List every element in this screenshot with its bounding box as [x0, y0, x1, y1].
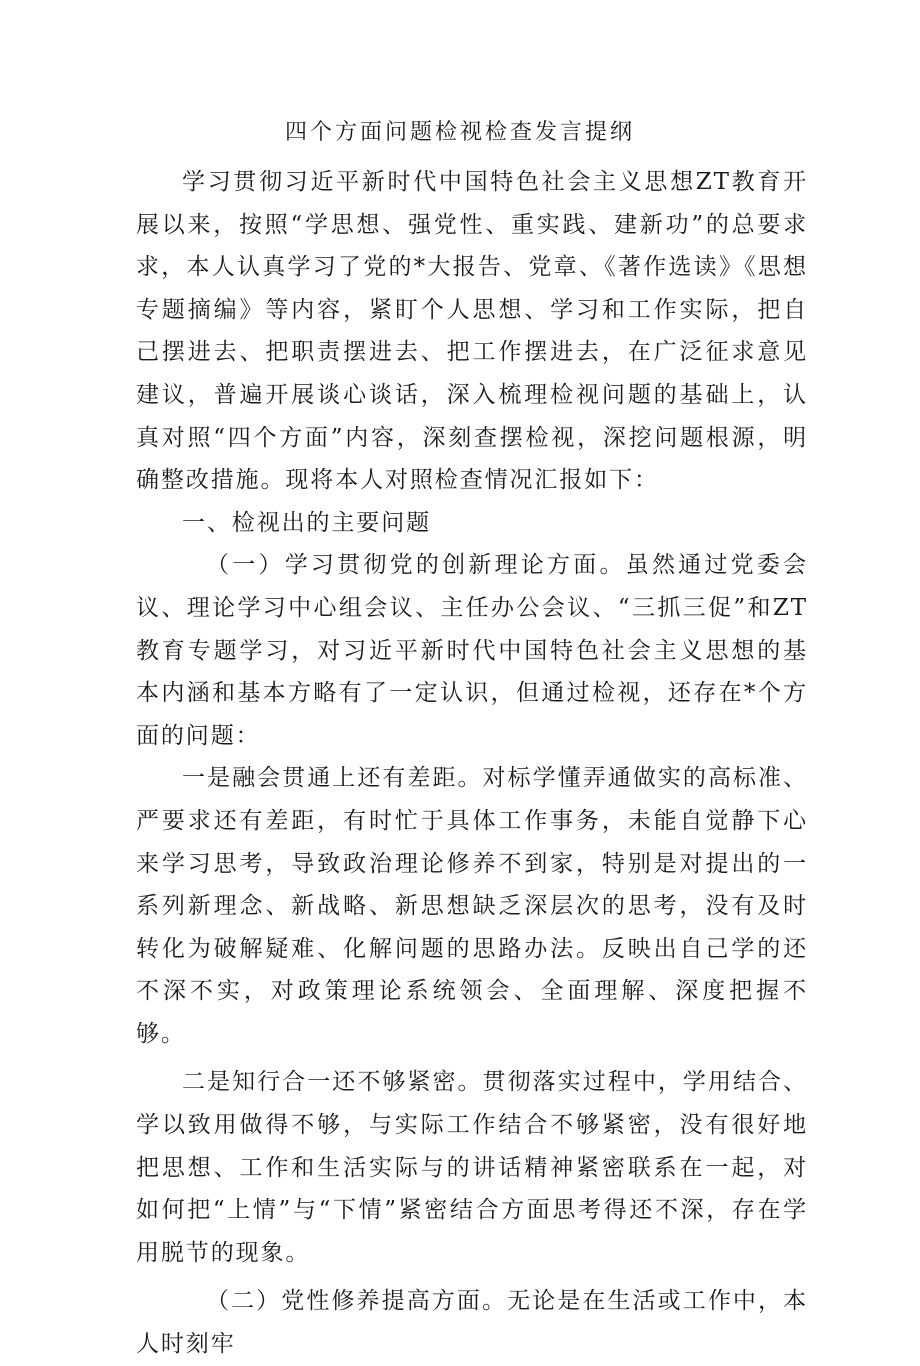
document-title: 四个方面问题检视检查发言提纲: [284, 120, 635, 145]
paragraph-issue-one: 一是融会贯通上还有差距。对标学懂弄通做实的高标准、严要求还有差距，有时忙于具体工作事务，未能自觉静下心来学习思考，导致政治理论修养不到家，特别是对提出的一系列新理念、新战略、新思想缺乏深层次的思考，没有及时转化为破解疑难、化解问题的思路办法。反映出自己学的还不深不实，对政策理论系统领会、全面理解、深度把握不够。: [136, 765, 808, 1047]
paragraph-issue-two: 二是知行合一还不够紧密。贯彻落实过程中，学用结合、学以致用做得不够，与实际工作结合不够紧密，没有很好地把思想、工作和生活实际与的讲话精神紧密联系在一起，对如何把“上情”与“下情”紧密结合方面思考得还不深，存在学用脱节的现象。: [136, 1069, 808, 1266]
paragraph-section-one: （一）学习贯彻党的创新理论方面。虽然通过党委会议、理论学习中心组会议、主任办公会议、“三抓三促”和ZT教育专题学习，对习近平新时代中国特色社会主义思想的基本内涵和基本方略有了一定认识，但通过检视，还存在*个方面的问题：: [136, 552, 808, 749]
paragraph-section-two: （二）党性修养提高方面。无论是在生活或工作中，本人时刻牢: [136, 1288, 808, 1358]
document-body: [136, 161, 808, 1366]
section-heading-main-issues: 一、检视出的主要问题: [182, 509, 431, 536]
paragraph-intro: 学习贯彻习近平新时代中国特色社会主义思想ZT教育开展以来，按照“学思想、强党性、重实践、建新功”的总要求求，本人认真学习了党的*大报告、党章、《著作选读》《思想专题摘编》等内容，紧盯个人思想、学习和工作实际，把自己摆进去、把职责摆进去、把工作摆进去，在广泛征求意见建议，普遍开展谈心谈话，深入梳理检视问题的基础上，认真对照“四个方面”内容，深刻查摆检视，深挖问题根源，明确整改措施。现将本人对照检查情况汇报如下：: [136, 169, 808, 494]
